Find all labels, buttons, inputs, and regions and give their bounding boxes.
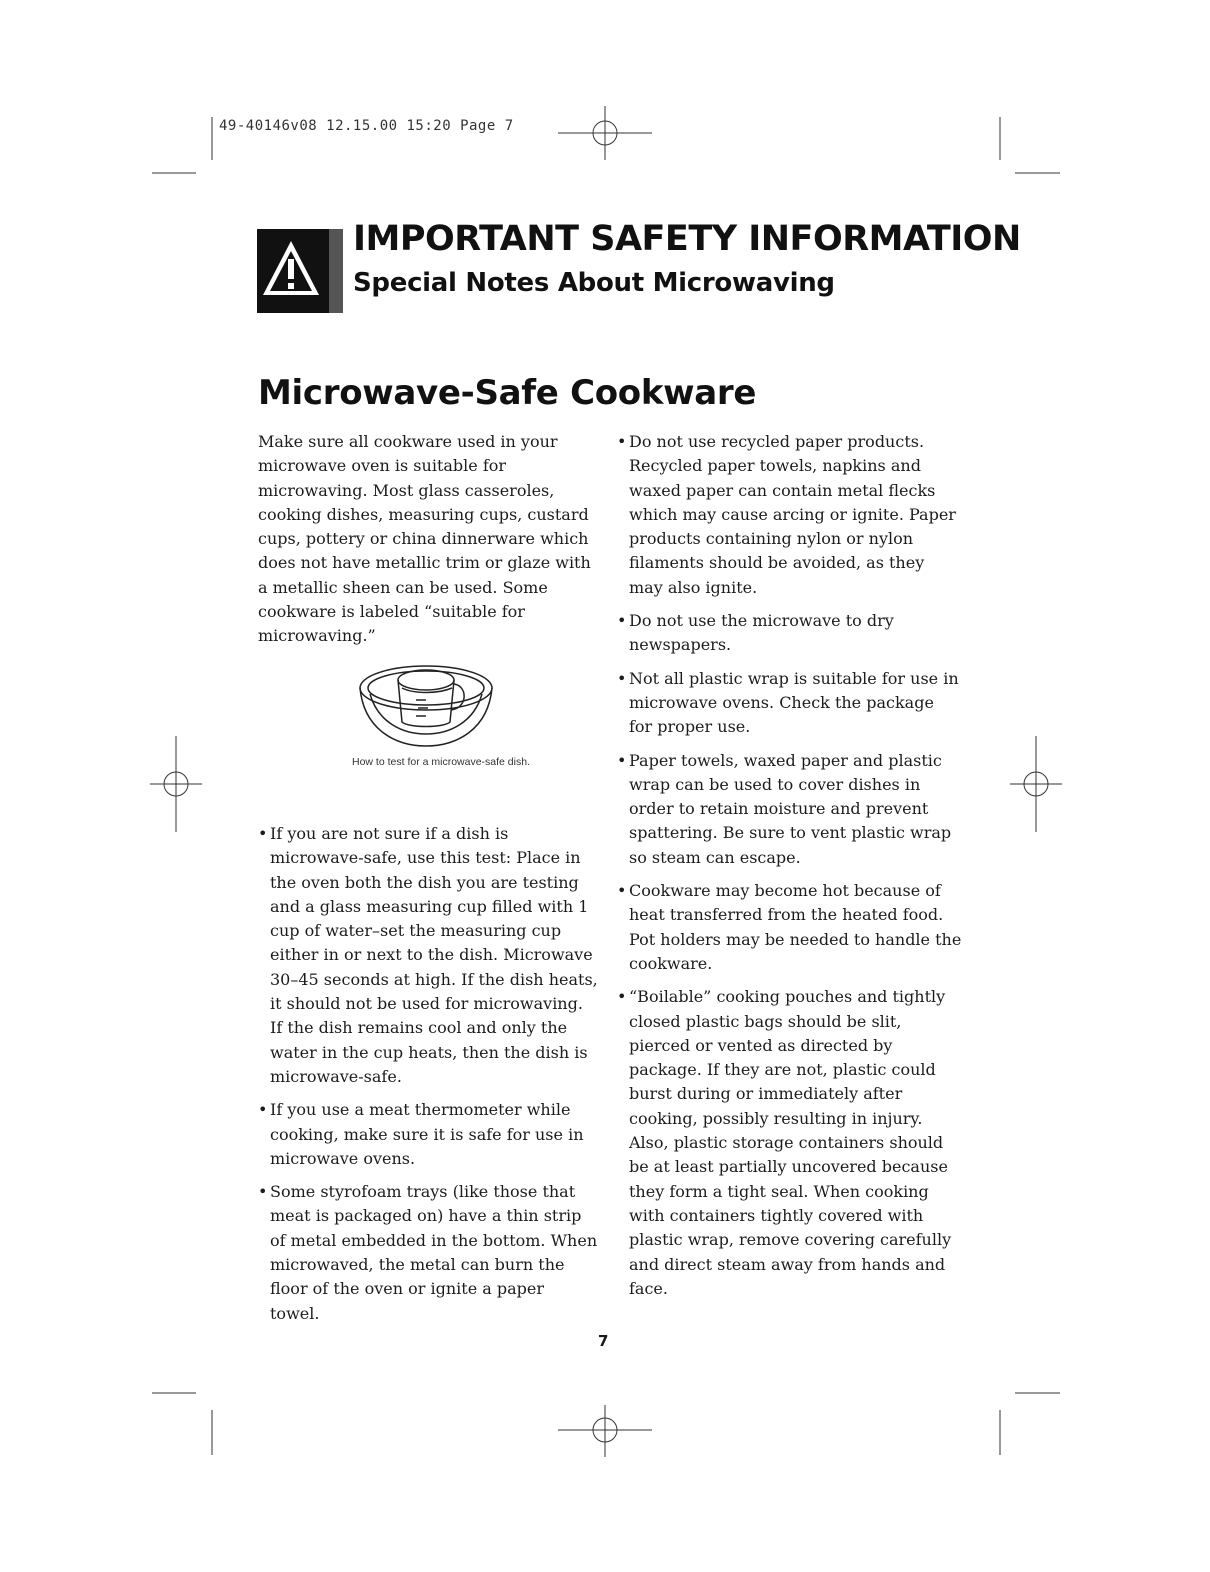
list-item: • Some styrofoam trays (like those that meat is packaged on) have a thin strip of metal embedded in the bottom. When microwaved, the metal can burn the floor of the oven or ignite a paper towel.: [258, 1180, 598, 1326]
list-item: • If you are not sure if a dish is microwave-safe, use this test: Place in the oven both the dish you are testing and a glass measuring cup filled with 1 cup of water–set the measuring cup either in or next to the dish. Microwave 30–45 seconds at high. If the dish heats, it should not be used for microwaving. If the dish remains cool and only the water in the cup heats, then the dish is microwave-safe.: [258, 822, 598, 1089]
right-bullet-list: [617, 430, 962, 1310]
page-subtitle: Special Notes About Microwaving: [353, 268, 835, 298]
registration-mark-bottom: [558, 1405, 652, 1457]
figure: [316, 660, 566, 768]
registration-mark-left: [150, 736, 202, 832]
left-column-intro: [258, 430, 598, 649]
left-bullet-list: [258, 822, 598, 1335]
page-number: 7: [598, 1332, 609, 1350]
figure-caption: How to test for a microwave-safe dish.: [352, 756, 530, 768]
list-item: • Paper towels, waxed paper and plastic wrap can be used to cover dishes in order to retain moisture and prevent spattering. Be sure to vent plastic wrap so steam can escape.: [617, 749, 962, 870]
print-slug: 49-40146v08 12.15.00 15:20 Page 7: [219, 118, 514, 134]
list-item: • Cookware may become hot because of heat transferred from the heated food. Pot holders may be needed to handle the cookware.: [617, 879, 962, 976]
warning-exclamation-icon: [257, 229, 343, 313]
list-item: • Do not use recycled paper products. Recycled paper towels, napkins and waxed paper can contain metal flecks which may cause arcing or ignite. Paper products containing nylon or nylon filaments should be avoided, as they may also ignite.: [617, 430, 962, 600]
list-item: • If you use a meat thermometer while cooking, make sure it is safe for use in microwave ovens.: [258, 1098, 598, 1171]
microwave-safe-dish-illustration: [356, 660, 496, 752]
section-heading: Microwave-Safe Cookware: [258, 373, 757, 413]
intro-paragraph: Make sure all cookware used in your microwave oven is suitable for microwaving. Most glass casseroles, cooking dishes, measuring cups, custard cups, pottery or china dinnerware which does not have metallic trim or glaze with a metallic sheen can be used. Some cookware is labeled “suitable for microwaving.”: [258, 432, 591, 646]
list-item: • Not all plastic wrap is suitable for use in microwave ovens. Check the package for proper use.: [617, 667, 962, 740]
page-title: IMPORTANT SAFETY INFORMATION: [353, 219, 1021, 259]
registration-mark-top: [558, 106, 652, 160]
list-item: • Do not use the microwave to dry newspapers.: [617, 609, 962, 658]
list-item: • “Boilable” cooking pouches and tightly closed plastic bags should be slit, pierced or vented as directed by package. If they are not, plastic could burst during or immediately after cooking, possibly resulting in injury. Also, plastic storage containers should be at least partially uncovered because they form a tight seal. When cooking with containers tightly covered with plastic wrap, remove covering carefully and direct steam away from hands and face.: [617, 985, 962, 1301]
registration-mark-right: [1010, 736, 1062, 832]
